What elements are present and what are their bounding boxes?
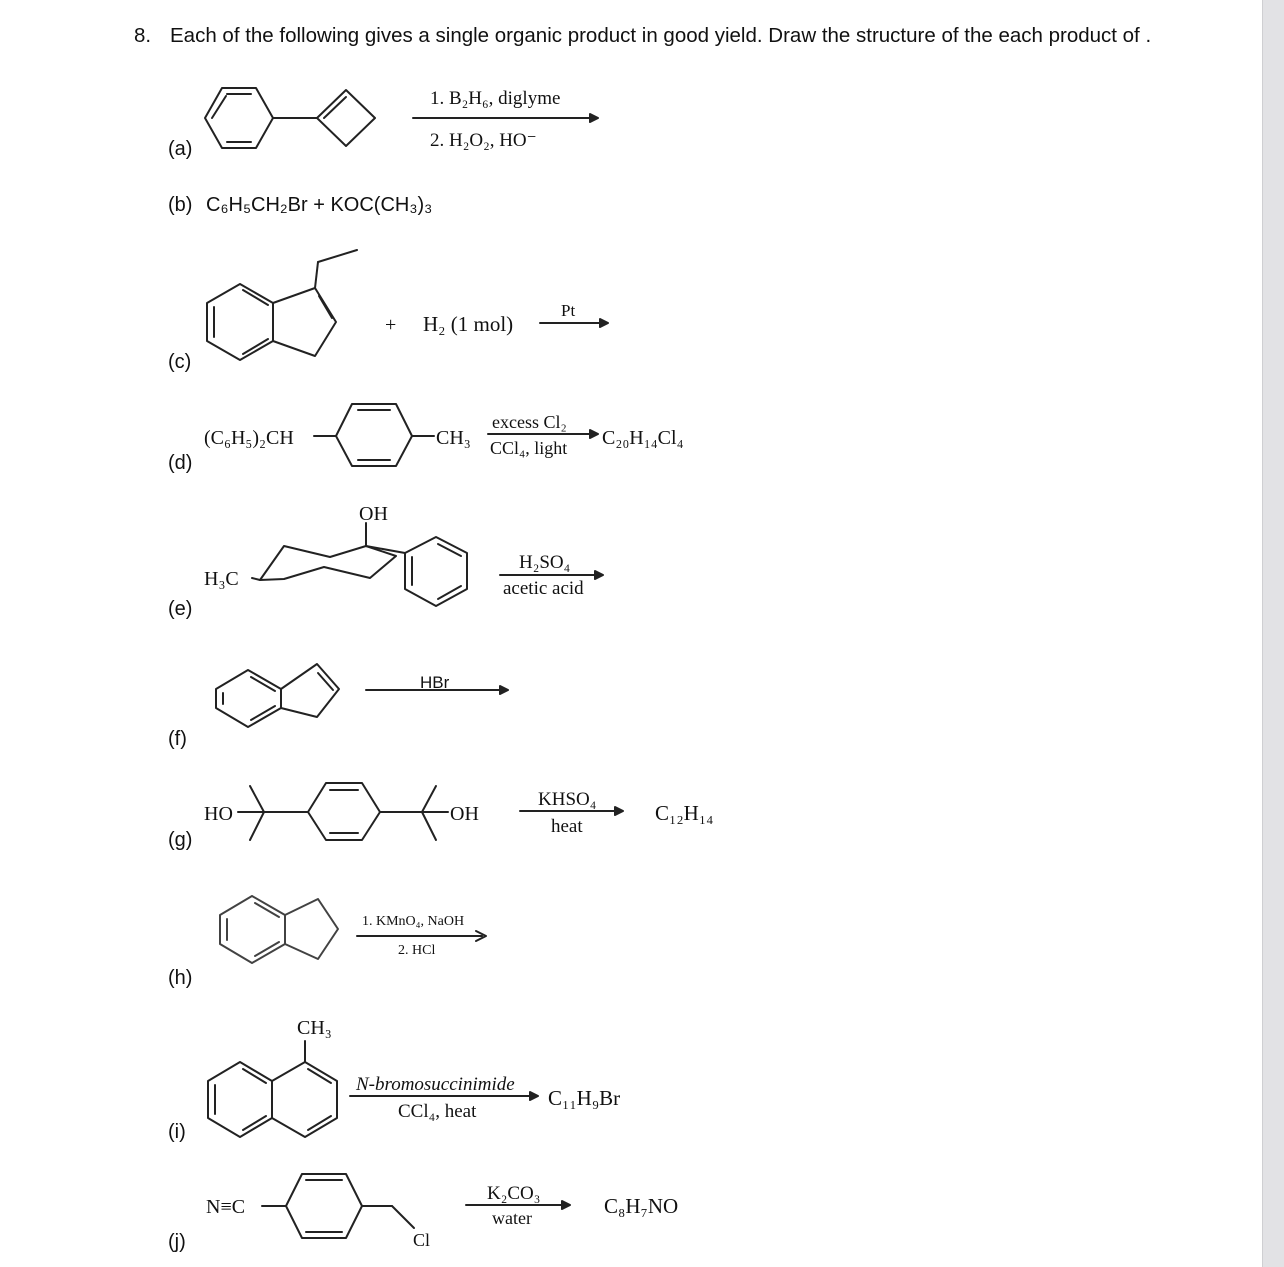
product-g: C₁₂H₁₄ bbox=[655, 801, 714, 825]
product-d: C₂₀H₁₄Cl₄ bbox=[602, 427, 684, 449]
part-label-e: (e) bbox=[168, 598, 193, 620]
substituent-g-left: HO bbox=[204, 803, 233, 825]
part-label-a: (a) bbox=[168, 138, 193, 160]
reagent-j-1: K₂CO₃ bbox=[487, 1183, 541, 1204]
substituent-j-cl: Cl bbox=[413, 1230, 431, 1250]
reagent-h-2: 2. HCl bbox=[398, 943, 436, 958]
product-j: C₈H₇NO bbox=[604, 1194, 679, 1218]
reagent-j-2: water bbox=[492, 1208, 532, 1228]
substituent-d-left: (C₆H₅)₂CH bbox=[204, 427, 294, 449]
structure-e bbox=[252, 523, 467, 606]
reagent-e-1: H₂SO₄ bbox=[519, 552, 571, 573]
part-label-g: (g) bbox=[168, 829, 193, 851]
structure-g bbox=[238, 783, 448, 840]
reagent-g-2: heat bbox=[551, 816, 583, 837]
co-reactant-c: H₂ (1 mol) bbox=[423, 312, 514, 336]
structure-d bbox=[314, 404, 434, 466]
part-label-d: (d) bbox=[168, 452, 193, 474]
reagent-d-2: CCl₄, light bbox=[490, 438, 568, 458]
question-text: Each of the following gives a single organic product in good yield. Draw the structure of the each product of . bbox=[170, 24, 1152, 47]
structure-a bbox=[205, 88, 375, 148]
reagent-g-1: KHSO₄ bbox=[538, 789, 597, 810]
arrowhead-c bbox=[600, 319, 608, 327]
structure-f bbox=[216, 664, 339, 727]
substituent-i-me: CH₃ bbox=[297, 1017, 332, 1039]
arrowhead-a bbox=[590, 114, 598, 122]
part-b-text: C₆H₅CH₂Br + KOC(CH₃)₃ bbox=[206, 194, 433, 216]
plus-sign-c: + bbox=[385, 314, 397, 336]
reagent-f: HBr bbox=[420, 673, 450, 692]
arrowhead-d bbox=[590, 430, 598, 438]
reagent-a-1: 1. B₂H₆, diglyme bbox=[430, 88, 561, 109]
arrowhead-g bbox=[615, 807, 623, 815]
part-label-j: (j) bbox=[168, 1231, 186, 1253]
arrowhead-f bbox=[500, 686, 508, 694]
reagent-i-1: N-bromosuccinimide bbox=[356, 1074, 515, 1095]
part-label-h: (h) bbox=[168, 967, 193, 989]
substituent-d-right: CH₃ bbox=[436, 427, 471, 449]
substituent-j-left: N≡C bbox=[206, 1196, 246, 1218]
structure-i bbox=[208, 1041, 337, 1137]
arrowhead-e bbox=[595, 571, 603, 579]
scrollbar-track[interactable] bbox=[1263, 0, 1284, 1267]
question-number: 8. bbox=[134, 24, 152, 47]
arrowhead-j bbox=[562, 1201, 570, 1209]
reagent-c: Pt bbox=[561, 301, 576, 320]
reagent-d-1: excess Cl₂ bbox=[492, 412, 567, 432]
structure-h bbox=[220, 896, 338, 963]
structure-j bbox=[262, 1174, 414, 1238]
part-label-b: (b) bbox=[168, 194, 193, 216]
part-label-i: (i) bbox=[168, 1121, 186, 1143]
structure-c bbox=[207, 250, 357, 360]
reagent-i-2: CCl₄, heat bbox=[398, 1101, 477, 1122]
substituent-e-me: H₃C bbox=[204, 568, 239, 590]
reagent-e-2: acetic acid bbox=[503, 578, 584, 599]
product-i: C₁₁H₉Br bbox=[548, 1086, 621, 1110]
substituent-g-right: OH bbox=[450, 803, 479, 825]
arrowhead-i bbox=[530, 1092, 538, 1100]
reagent-h-1: 1. KMnO₄, NaOH bbox=[362, 914, 465, 929]
part-label-c: (c) bbox=[168, 351, 192, 373]
reagent-a-2: 2. H₂O₂, HO⁻ bbox=[430, 130, 537, 151]
part-label-f: (f) bbox=[168, 728, 187, 750]
substituent-e-oh: OH bbox=[359, 503, 388, 525]
